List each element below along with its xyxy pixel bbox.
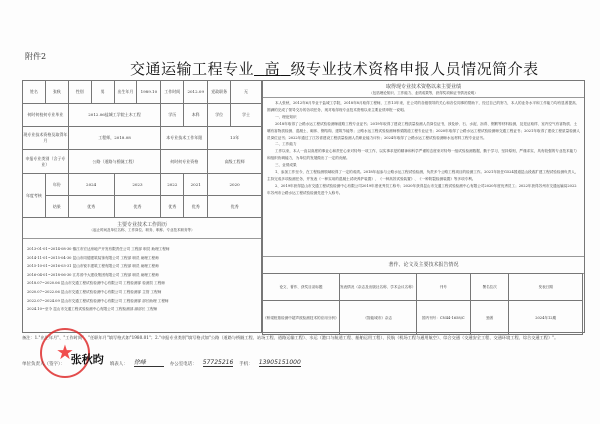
pub-cell: 《智能城市》杂志 (339, 301, 416, 335)
grad-label: 何时何校何专业毕业 (23, 104, 69, 127)
achievement-paragraph: 一、理论知识 (275, 114, 297, 119)
attachment-label: 附件2 (25, 52, 47, 61)
pub-cell: 国内刊号：CN44-1658/C (416, 301, 470, 335)
pub-header: 论文、著作、获奖目录标题 (263, 274, 340, 301)
degree-value: 学士 (231, 104, 262, 127)
degree-label: 学位 (208, 104, 231, 127)
other-label: 何时何专业资格 (161, 150, 208, 174)
remarks: 备注：1."出生年月"、"工作时间"、"任职年月"填写格式如"1980.01"；2."申报专业类别"填写格式如"公路（道路与桥隧工程、站场工程、道路运输工程）、水运（港口与航道工程、船舶运用工程）、民航（机场工程与通用航空）、综合交通（交通安全工程、交通环境工程、综合交通工程）"。 (22, 335, 559, 340)
birth-label: 出生年月 (114, 81, 137, 104)
name-label: 姓名 (23, 81, 46, 104)
grad-value: 2012.06盐城工学院土木工程 (68, 104, 161, 127)
result-3: 优秀 (161, 196, 184, 218)
gender-label: 性别 (68, 81, 91, 104)
years-value: 13年 (208, 127, 262, 150)
history-subtitle: （起止时间及单位名称、工作岗位、职务、职称、专业技术职务等） (89, 228, 195, 232)
result-1: 优秀 (68, 196, 114, 218)
field-value: 公路（道路与桥隧工程） (68, 150, 161, 174)
history-item: 2022.07~2024.09 昆山市交通工程试验检测中心有限公司 工程检测部 部长助理 工程师 (27, 298, 169, 303)
leader-signature: 张秋昀 (70, 353, 104, 366)
history-item: 2013-01-01~2014-08-30 镇江市宏达房地产开发有限责任公司 工程部 职员 助理工程师 (27, 247, 170, 251)
office-label: 办公室电话： (169, 362, 197, 367)
result-4: 优秀 (184, 196, 208, 218)
achievement-paragraph: 三、业绩成果 (275, 163, 297, 168)
mobile-label: 手机： (239, 362, 253, 367)
basic-info-table (22, 80, 262, 218)
achievement-paragraph: 本人张秋，2012年6月毕业于盐城工学院，2018年8月取得工程师，工作13年来，在公司的各级领导的关心和各位同事的帮助下，经过自己的努力，本人的业务水平和工作能力均有显著提高，圆满的完成了领导交办的各项任务，现对取得现专业技术资格以来主要业绩申报一说明。 (267, 101, 580, 112)
field-label: 申报专业类别（含子专业） (23, 150, 69, 174)
history-item: 2024.10~至今 昆山市交通工程试验检测中心有限公司 工程检测部 副部长 工程师 (27, 307, 158, 312)
title-pre: 交通运输工程专业 (130, 60, 255, 78)
achievements-title: 取得现专业技术资格以来主要业绩 (385, 84, 461, 90)
page-title (130, 58, 539, 79)
title-level: 高 (264, 60, 281, 78)
achievement-paragraph: 二、工作能力 (275, 142, 297, 147)
achievement-paragraph: 1、参加工作至今，在工程检测领域取得了一定的成绩。2018年起参与公路水运工程试验检测，负责多个公路工程项目的检测工作。2021年担任G524国道昆山段改扩建工程试验检测负责人，主持完成多项检测任务，并发表《一种实用的混凝土试块养护装置》、《一种高效试验装置》、《一种防裂检测装置》等多项专利。 (267, 170, 579, 181)
pub-header: 发表日期 (509, 274, 583, 301)
birth-value: 1989.10 (137, 81, 161, 104)
publications-title: 著作、论文及主要技术报告情况 (263, 256, 584, 274)
achievements-subtitle: （包括理论知识、工作能力、业绩成果等，获得奖项和证书情况说明） (369, 91, 478, 95)
name-value: 张秋 (45, 81, 68, 104)
pub-header: 署名位次 (470, 274, 508, 301)
office-phone: 57725216 (202, 359, 234, 366)
pub-cell: 《桥梁桩基检测中超声波检测技术的应用分析》 (263, 301, 340, 335)
achievement-paragraph: 2018年取得了公路水运工程试验检测师道路工程专业证书；2019年取得了建设工程质量检测人员岗位证书，涉及砂、石、水泥、沥青、钢筋等材料检测，及见证取样、室内空气有害物质、土壤有害物质检测、混凝土、砌体、钢结构、建筑节能等；公路水运工程试验检测师桥梁隧道工程专业证书；2020年取得了公路水运工程试验检测师交通工程证书；2021年取得了建设工程质量检测人员岗位证书；2022年通过了江苏省建设工程质量检测人员职业能力评价；2024年取得了公路水运工程试验检测师水运材料工程专业证书。 (267, 121, 580, 140)
other-value: 高级工程师 (208, 150, 262, 174)
result-2: 优秀 (114, 196, 161, 218)
achievement-paragraph: 工作以来，本人一直以高度的事业心和责任心来对待每一项工作，以实事求是的精神和科学严谨的态度来对待每一组试验检测数据，勤于学习，坚持原则，严谨求实，具有较强的专业技术能力和组织协调能力，为单位的发展做出了一定的贡献。 (267, 149, 577, 161)
year-3: 2022 (161, 174, 184, 196)
year-5: 2020 (208, 174, 262, 196)
history-item: 2016-04-01~2018-06-30 江苏省中大建设集团有限公司 工程部 职员 助理工程师 (27, 272, 159, 277)
edu-label: 学历 (161, 104, 184, 127)
year-label: 年份 (45, 174, 68, 196)
post-label: 党政职务 (208, 81, 231, 104)
year-2: 2023 (114, 174, 161, 196)
filler-label: 填表人： (109, 362, 128, 367)
work-label: 工作时间 (161, 81, 184, 104)
work-value: 2012.09 (184, 81, 208, 104)
title-post: 级专业技术资格申报人员情况简介表 (290, 60, 539, 78)
history-item: 2020.07~2022.06 昆山市交通工程试验检测中心有限公司 工程检测部 主管 工程师 (27, 289, 162, 294)
filler-signature: 徐峰 (134, 357, 164, 367)
year-4: 2021 (184, 174, 208, 196)
result-label: 结果 (45, 196, 68, 218)
result-5: 优秀 (208, 196, 262, 218)
achievements-section (262, 80, 585, 333)
history-list (23, 239, 261, 314)
history-item: 2018.07~2020.06 昆山市交通工程试验检测中心有限公司 工程检测部 检测员 工程师 (27, 281, 165, 286)
publications-table (262, 273, 583, 335)
qual-label: 现专业技术资格及取得年月 (23, 127, 69, 150)
achievement-paragraph: 2、2019年获得昆山市交通工程试验检测中心有限公司2019年度优秀员工称号；2020年获得昆山市交通工程试验检测中心有限公司2020年度优秀员工；2022年获得苏州市交通运输局2022年苏州市公路水运工程试验检测先进个人称号。 (267, 183, 577, 195)
edu-value: 本科 (184, 104, 208, 127)
gender-value: 男 (91, 81, 114, 104)
official-seal-icon: ★ (40, 328, 90, 378)
pub-cell: 独著 (470, 301, 508, 335)
pub-header: 发表情况（杂志及出版社名称、学术会议名称） (339, 274, 416, 301)
signature-row (22, 351, 301, 367)
work-history-section (22, 217, 262, 333)
year-1: 2024 (68, 174, 114, 196)
post-value: 无 (231, 81, 262, 104)
history-title: 主要专业技术工作简历 (116, 222, 167, 228)
years-label: 本专业技术工作年限 (161, 127, 208, 150)
history-item: 2015-10-01~2016-03-31 昆山市锐丰建筑工程有限公司 工程部 职员 助理工程师 (27, 264, 159, 269)
pub-cell: 2024年12期 (509, 301, 583, 335)
leader-label: 单位负责人（签字）： (22, 362, 65, 367)
mobile-phone: 13905151000 (258, 359, 301, 366)
pub-header: 刊号 (416, 274, 470, 301)
assessment-label: 年度考核 (23, 174, 46, 218)
qual-value: 工程师，2018.08 (68, 127, 161, 150)
achievements-body (263, 98, 584, 256)
history-item: 2014-11-01~2015-04-30 昆山市同德建筑装饰有限公司 工程部 职员 助理工程师 (27, 255, 159, 260)
